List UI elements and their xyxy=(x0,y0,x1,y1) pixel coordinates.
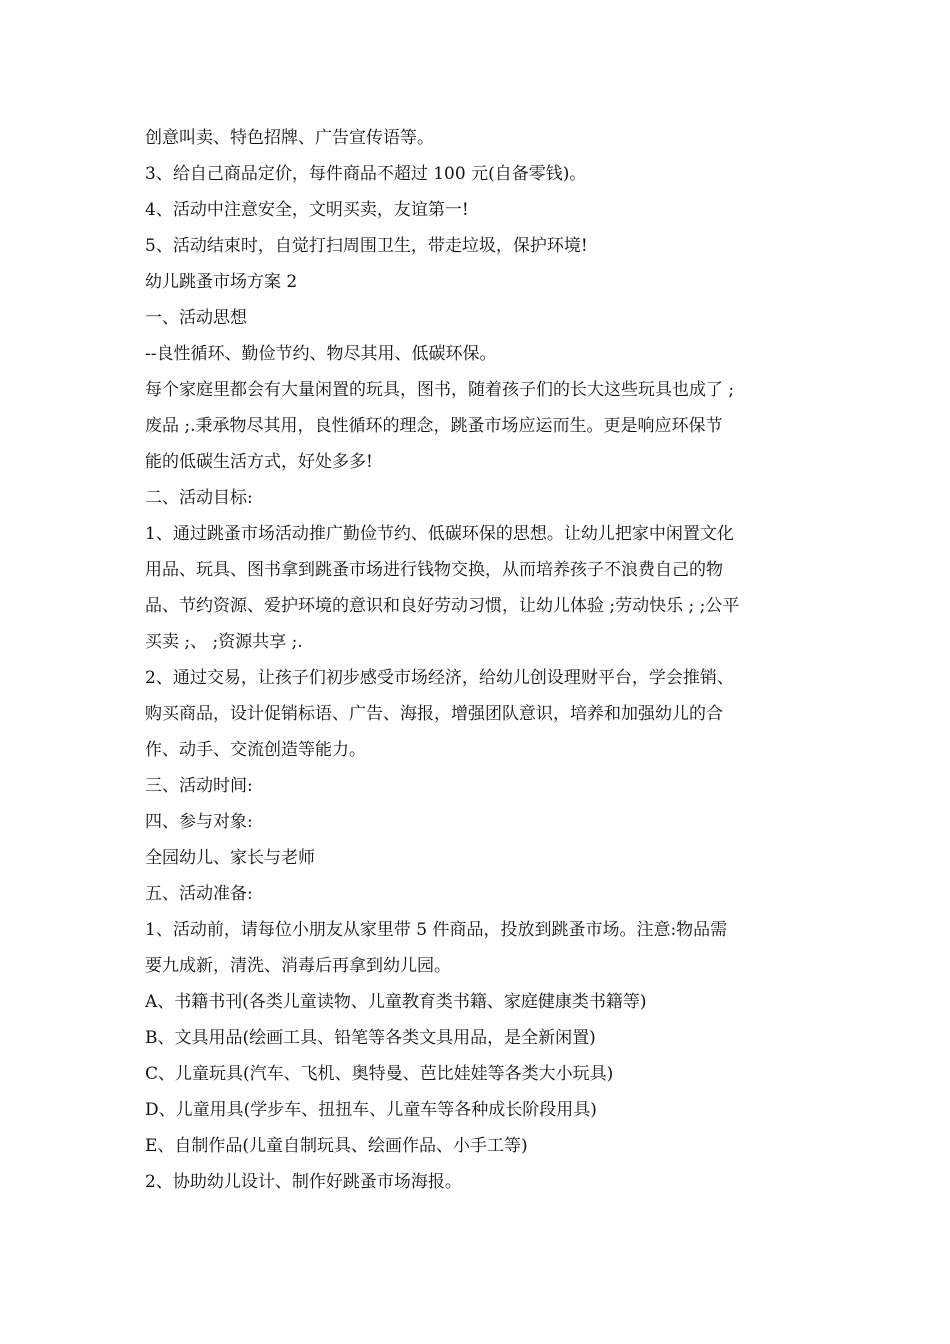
text-line: 1、活动前，请每位小朋友从家里带 5 件商品，投放到跳蚤市场。注意:物品需 xyxy=(145,920,728,940)
text-line: 2、通过交易，让孩子们初步感受市场经济，给幼儿创设理财平台，学会推销、 xyxy=(145,668,734,688)
section-heading: 五、活动准备: xyxy=(145,884,253,904)
text-line: 全园幼儿、家长与老师 xyxy=(145,848,315,868)
text-line: 品、节约资源、爱护环境的意识和良好劳动习惯，让幼儿体验 ;劳动快乐 ; ;公平 xyxy=(145,596,740,616)
text-line: 3、给自己商品定价，每件商品不超过 100 元(自备零钱)。 xyxy=(145,164,587,184)
text-line: 要九成新，清洗、消毒后再拿到幼儿园。 xyxy=(145,956,451,976)
section-title: 幼儿跳蚤市场方案 2 xyxy=(145,272,298,292)
section-heading: 一、活动思想 xyxy=(145,308,247,328)
document-body xyxy=(145,120,810,1200)
text-line: 能的低碳生活方式，好处多多! xyxy=(145,452,373,472)
text-line: 每个家庭里都会有大量闲置的玩具，图书，随着孩子们的长大这些玩具也成了 ; xyxy=(145,380,735,400)
text-line: 用品、玩具、图书拿到跳蚤市场进行钱物交换，从而培养孩子不浪费自己的物 xyxy=(145,560,723,580)
text-line: 1、通过跳蚤市场活动推广勤俭节约、低碳环保的思想。让幼儿把家中闲置文化 xyxy=(145,524,734,544)
list-item: E、自制作品(儿童自制玩具、绘画作品、小手工等) xyxy=(145,1136,528,1156)
list-item: D、儿童用具(学步车、扭扭车、儿童车等各种成长阶段用具) xyxy=(145,1100,597,1120)
section-heading: 四、参与对象: xyxy=(145,812,253,832)
text-line: 买卖 ;、 ;资源共享 ;. xyxy=(145,632,303,652)
text-line: 创意叫卖、特色招牌、广告宣传语等。 xyxy=(145,128,434,148)
text-line: 2、协助幼儿设计、制作好跳蚤市场海报。 xyxy=(145,1172,462,1192)
text-line: 购买商品，设计促销标语、广告、海报，增强团队意识，培养和加强幼儿的合 xyxy=(145,704,723,724)
text-line: 5、活动结束时，自觉打扫周围卫生，带走垃圾，保护环境! xyxy=(145,236,588,256)
list-item: A、书籍书刊(各类儿童读物、儿童教育类书籍、家庭健康类书籍等) xyxy=(145,992,647,1012)
text-line: 4、活动中注意安全，文明买卖，友谊第一! xyxy=(145,200,469,220)
text-line: --良性循环、勤俭节约、物尽其用、低碳环保。 xyxy=(145,344,497,364)
text-line: 作、动手、交流创造等能力。 xyxy=(145,740,366,760)
text-line: 废品 ;.秉承物尽其用，良性循环的理念，跳蚤市场应运而生。更是响应环保节 xyxy=(145,416,723,436)
section-heading: 三、活动时间: xyxy=(145,776,253,796)
section-heading: 二、活动目标: xyxy=(145,488,253,508)
list-item: C、儿童玩具(汽车、飞机、奥特曼、芭比娃娃等各类大小玩具) xyxy=(145,1064,614,1084)
list-item: B、文具用品(绘画工具、铅笔等各类文具用品，是全新闲置) xyxy=(145,1028,596,1048)
